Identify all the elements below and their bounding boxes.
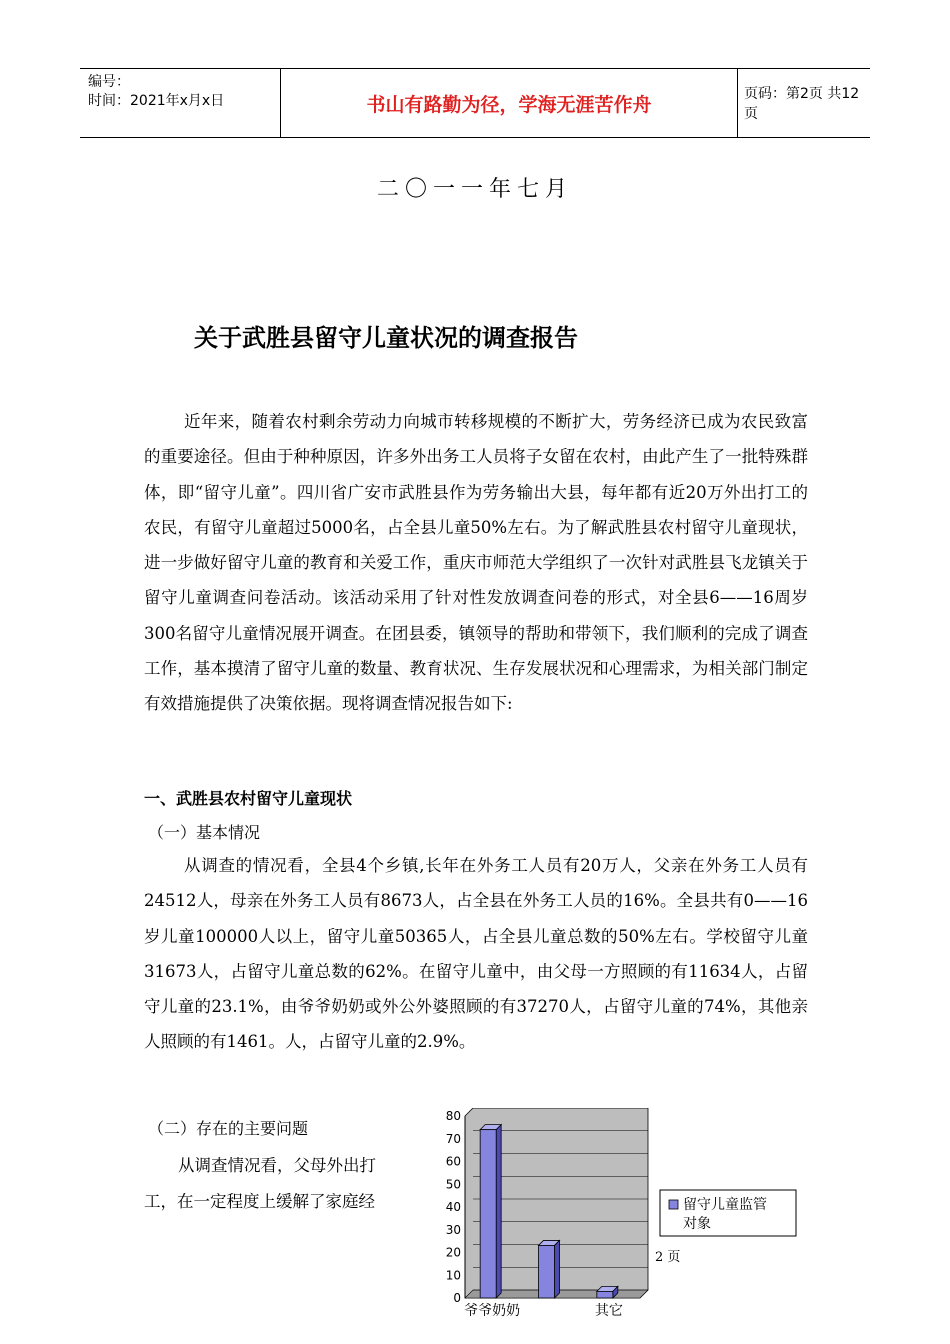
page-footer-number: 2 页 bbox=[655, 1250, 681, 1265]
subsection-1-heading: （一）基本情况 bbox=[148, 823, 261, 842]
date-line: 二〇一一年七月 bbox=[376, 177, 573, 202]
x-category-label: 爷爷奶奶 bbox=[464, 1303, 521, 1318]
document-title: 关于武胜县留守儿童状况的调查报告 bbox=[194, 324, 578, 352]
y-tick-label: 50 bbox=[445, 1177, 461, 1192]
header-motto: 书山有路勤为径，学海无涯苦作舟 bbox=[280, 69, 738, 137]
subsection-2-line-1: 从调查情况看，父母外出打 bbox=[178, 1156, 376, 1175]
y-tick-label: 60 bbox=[445, 1154, 461, 1169]
chart-legend bbox=[660, 1190, 796, 1236]
section-1-heading: 一、武胜县农村留守儿童现状 bbox=[144, 789, 353, 808]
chart-x-labels bbox=[464, 1303, 623, 1318]
bar bbox=[480, 1130, 496, 1298]
header-page-info: 页码：第2页 共12页 bbox=[744, 86, 860, 122]
bar-side bbox=[496, 1125, 501, 1298]
y-tick-label: 0 bbox=[453, 1291, 461, 1305]
x-category-label: 其它 bbox=[594, 1303, 623, 1318]
legend-label-line-2: 对象 bbox=[683, 1216, 711, 1232]
y-tick-label: 20 bbox=[445, 1245, 461, 1260]
legend-swatch bbox=[669, 1200, 678, 1209]
intro-paragraph: 近年来，随着农村剩余劳动力向城市转移规模的不断扩大，劳务经济已成为农民致富的重要途径。但由于种种原因，许多外出务工人员将子女留在农村，由此产生了一批特殊群体，即“留守儿童”。四川省广安市武胜县作为劳务输出大县，每年都有近20万外出打工的农民，有留守儿童超过5000名，占全县儿童50%左右。为了解武胜县农村留守儿童现状，进一步做好留守儿童的教育和关爱工作，重庆市师范大学组织了一次针对武胜县飞龙镇关于留守儿童调查问卷活动。该活动采用了针对性发放调查问卷的形式，对全县6——16周岁300名留守儿童情况展开调查。在团县委，镇领导的帮助和带领下，我们顺利的完成了调查工作，基本摸清了留守儿童的数量、教育状况、生存发展状况和心理需求，为相关部门制定有效措施提供了决策依据。现将调查情况报告如下: bbox=[144, 412, 808, 714]
subsection-2-line-2: 工，在一定程度上缓解了家庭经 bbox=[144, 1192, 375, 1211]
page-header bbox=[80, 68, 870, 138]
y-tick-label: 70 bbox=[445, 1131, 461, 1146]
legend-label-line-1: 留守儿童监管 bbox=[683, 1197, 767, 1213]
bar-side bbox=[555, 1240, 560, 1298]
bar bbox=[597, 1291, 613, 1298]
y-tick-label: 40 bbox=[445, 1200, 461, 1214]
bar bbox=[539, 1245, 555, 1298]
y-tick-label: 30 bbox=[445, 1222, 461, 1237]
header-meta bbox=[88, 73, 278, 111]
y-tick-label: 80 bbox=[445, 1109, 461, 1123]
header-number: 编号： bbox=[88, 74, 130, 90]
subsection-2-heading: （二）存在的主要问题 bbox=[148, 1119, 309, 1138]
subsection-1-paragraph: 从调查的情况看，全县4个乡镇,长年在外务工人员有20万人，父亲在外务工人员有24512人，母亲在外务工人员有8673人，占全县在外务工人员的16%。全县共有0——16岁儿童100000人以上，留守儿童50365人，占全县儿童总数的50%左右。学校留守儿童31673人，占留守儿童总数的62%。在留守儿童中，由父母一方照顾的有11634人，占留守儿童的23.1%，由爷爷奶奶或外公外婆照顾的有37270人，占留守儿童的74%，其他亲人照顾的有1461。人，占留守儿童的2.9%。 bbox=[144, 856, 808, 1052]
header-time: 时间：2021年x月x日 bbox=[88, 93, 225, 109]
chart-y-ticks bbox=[446, 1109, 465, 1305]
y-tick-label: 10 bbox=[445, 1268, 461, 1283]
guardian-bar-chart bbox=[425, 1108, 805, 1318]
